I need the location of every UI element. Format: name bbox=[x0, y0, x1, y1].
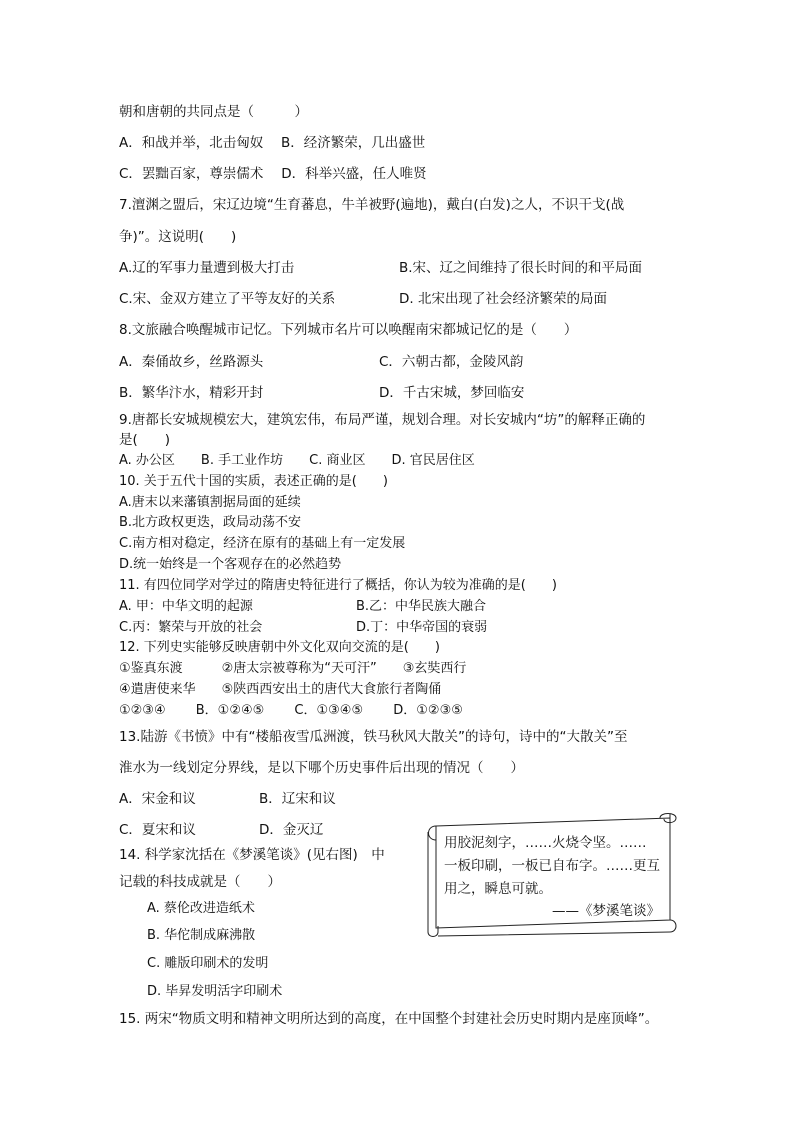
q13-stem: 13.陆游《书愤》中有“楼船夜雪瓜洲渡，铁马秋风大散关”的诗句，诗中的“大散关”至 bbox=[119, 729, 628, 745]
q12-items-1: ①鉴真东渡 ②唐太宗被尊称为“天可汗” ③玄奘西行 bbox=[119, 661, 467, 676]
q6-options-cd: C．罢黜百家，尊崇儒术 D．科举兴盛，任人唯贤 bbox=[119, 166, 427, 182]
q12-stem: 12. 下列史实能够反映唐朝中外文化双向交流的是( ) bbox=[119, 640, 440, 655]
scroll-line-2: 一板印刷，一板已自布字。……更互 bbox=[444, 858, 660, 874]
q8-option-c: C．六朝古都，金陵风韵 bbox=[379, 354, 524, 370]
q11-stem: 11. 有四位同学对学过的隋唐史特征进行了概括，你认为较为准确的是( ) bbox=[119, 578, 557, 593]
q13-option-a: A．宋金和议 bbox=[119, 791, 196, 807]
q6-options-ab: A．和战并举，北击匈奴 B．经济繁荣，几出盛世 bbox=[119, 135, 426, 151]
q7-option-b: B.宋、辽之间维持了很长时间的和平局面 bbox=[399, 260, 643, 276]
q6-stem-tail: 朝和唐朝的共同点是（ ） bbox=[119, 104, 308, 120]
q9-stem-cont: 是( ) bbox=[119, 432, 171, 448]
q7-option-a: A.辽的军事力量遭到极大打击 bbox=[119, 260, 295, 276]
q11-option-b: B.乙：中华民族大融合 bbox=[356, 599, 487, 614]
q13-option-c: C．夏宋和议 bbox=[119, 822, 196, 838]
q13-option-b: B．辽宋和议 bbox=[259, 791, 336, 807]
q14-option-b: B. 华佗制成麻沸散 bbox=[147, 928, 256, 943]
q14-stem: 14. 科学家沈括在《梦溪笔谈》(见右图) 中 bbox=[119, 847, 385, 863]
q12-options: ①②③④ B．①②④⑤ C．①③④⑤ D．①②③⑤ bbox=[119, 703, 463, 718]
q15-stem: 15. 两宋“物质文明和精神文明所达到的高度，在中国整个封建社会历史时期内是座顶峰”。 bbox=[119, 1011, 659, 1027]
q11-option-a: A. 甲：中华文明的起源 bbox=[119, 599, 253, 614]
q10-option-b: B.北方政权更迭，政局动荡不安 bbox=[119, 515, 302, 530]
q13-option-d: D．金灭辽 bbox=[259, 822, 324, 838]
q7-option-d: D. 北宋出现了社会经济繁荣的局面 bbox=[399, 291, 607, 307]
q14-option-d: D. 毕昇发明活字印刷术 bbox=[147, 984, 283, 999]
q11-option-c: C.丙：繁荣与开放的社会 bbox=[119, 620, 263, 635]
q7-stem: 7.澶渊之盟后，宋辽边境“生育蕃息，牛羊被野(遍地)，戴白(白发)之人，不识干戈(战 bbox=[119, 197, 625, 213]
q10-stem: 10. 关于五代十国的实质，表述正确的是( ) bbox=[119, 474, 388, 489]
q9-options: A. 办公区 B. 手工业作坊 C. 商业区 D. 官民居住区 bbox=[119, 453, 475, 468]
q14-stem-cont: 记载的科技成就是（ ） bbox=[119, 874, 281, 890]
q8-option-a: A．秦俑故乡，丝路源头 bbox=[119, 354, 264, 370]
q10-option-a: A.唐末以来藩镇割据局面的延续 bbox=[119, 495, 301, 510]
scroll-line-3: 用之，瞬息可就。 bbox=[444, 881, 552, 897]
q13-stem-cont: 淮水为一线划定分界线，是以下哪个历史事件后出现的情况（ ） bbox=[119, 760, 524, 776]
q7-option-c: C.宋、金双方建立了平等友好的关系 bbox=[119, 291, 336, 307]
q8-stem: 8.文旅融合唤醒城市记忆。下列城市名片可以唤醒南宋都城记忆的是（ ） bbox=[119, 322, 578, 338]
q7-stem-cont: 争)”。这说明( ) bbox=[119, 229, 237, 245]
q11-option-d: D.丁：中华帝国的衰弱 bbox=[356, 620, 488, 635]
q12-items-2: ④遣唐使来华 ⑤陕西西安出土的唐代大食旅行者陶俑 bbox=[119, 682, 442, 697]
q14-option-a: A. 蔡伦改进造纸术 bbox=[147, 901, 255, 916]
q8-option-d: D．千古宋城，梦回临安 bbox=[379, 385, 525, 401]
scroll-figure bbox=[424, 812, 680, 939]
q14-option-c: C. 雕版印刷术的发明 bbox=[147, 956, 269, 971]
q8-option-b: B．繁华汴水，精彩开封 bbox=[119, 385, 264, 401]
q9-stem: 9.唐都长安城规模宏大，建筑宏伟，布局严谨，规划合理。对长安城内“坊”的解释正确的 bbox=[119, 412, 646, 428]
scroll-line-1: 用胶泥刻字，……火烧令坚。…… bbox=[444, 835, 647, 851]
q10-option-d: D.统一始终是一个客观存在的必然趋势 bbox=[119, 557, 342, 572]
scroll-source: ——《梦溪笔谈》 bbox=[552, 903, 660, 919]
q10-option-c: C.南方相对稳定，经济在原有的基础上有一定发展 bbox=[119, 536, 406, 551]
